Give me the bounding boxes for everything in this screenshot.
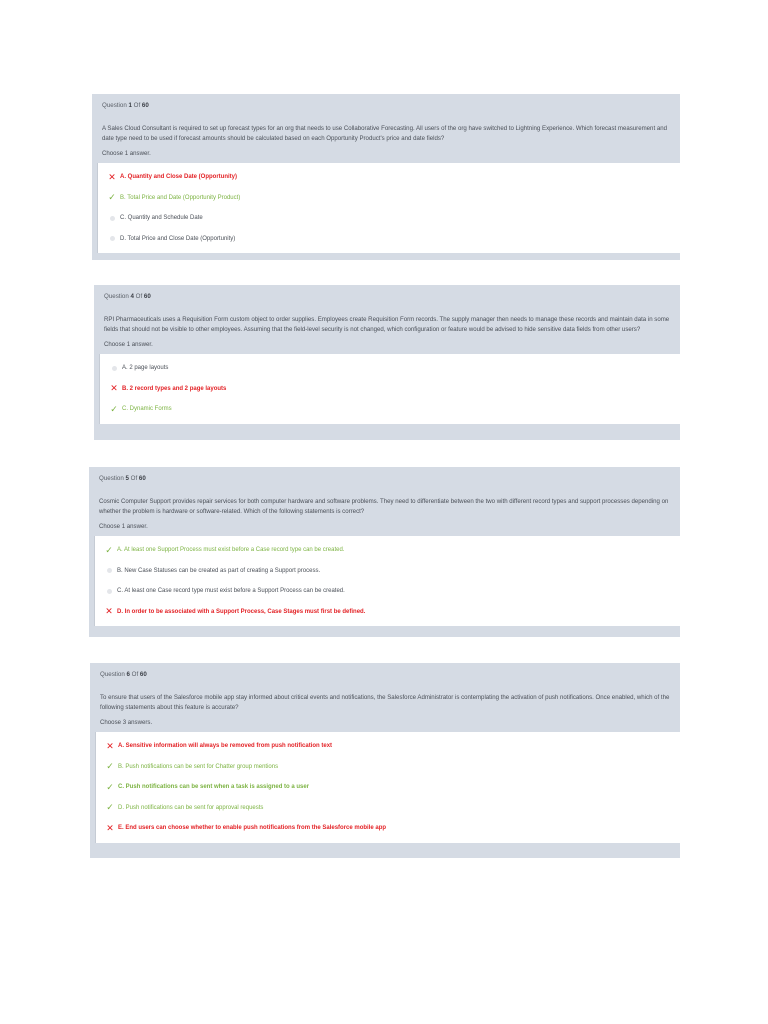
answer-label: B. Total Price and Date (Opportunity Product)	[120, 194, 241, 201]
choose-instruction: Choose 1 answer.	[102, 150, 151, 157]
answer-list	[95, 732, 680, 843]
answer-label: D. Push notifications can be sent for approval requests	[118, 804, 264, 811]
answer-label: B. Push notifications can be sent for Chatter group mentions	[118, 763, 279, 770]
answer-option-a[interactable]	[100, 358, 680, 379]
answer-option-c[interactable]	[100, 399, 680, 420]
cross-icon: ✕	[106, 740, 114, 751]
cross-icon: ✕	[106, 822, 114, 833]
answer-label: A. At least one Support Process must exist before a Case record type can be created.	[117, 547, 345, 554]
answer-option-b[interactable]	[95, 561, 680, 582]
answer-label: B. New Case Statuses can be created as part of creating a Support process.	[117, 567, 321, 574]
answer-label: A. 2 page layouts	[122, 365, 169, 372]
answer-label: C. Dynamic Forms	[122, 406, 172, 413]
check-icon: ✓	[110, 403, 118, 414]
answer-option-a[interactable]	[96, 736, 680, 757]
cross-icon: ✕	[108, 171, 116, 182]
choose-instruction: Choose 3 answers.	[100, 719, 153, 726]
answer-label: C. Push notifications can be sent when a task is assigned to a user	[118, 784, 310, 791]
answer-list	[97, 163, 680, 253]
answer-label: A. Sensitive information will always be removed from push notification text	[118, 743, 333, 750]
answer-option-e[interactable]	[96, 818, 680, 839]
answer-option-c[interactable]	[98, 208, 680, 229]
choose-instruction: Choose 1 answer.	[99, 523, 148, 530]
check-icon: ✓	[106, 802, 114, 813]
question-text: Cosmic Computer Support provides repair services for both computer hardware and software problems. They need to differentiate between the two with different record types and support processes depending on whether the problem is hardware or software-related. Which of the following statements is correct?	[99, 498, 669, 515]
question-text: A Sales Cloud Consultant is required to set up forecast types for an org that needs to use Collaborative Forecasting. All users of the org have switched to Lightning Experience. Which forecast measurement and date type need to be used if forecast amounts should be calculated based on each Opportunity Product's price and date fields?	[102, 125, 667, 142]
answer-option-c[interactable]	[95, 581, 680, 602]
question-number: Question 5 Of 60	[99, 475, 146, 482]
question-card-1	[92, 94, 680, 260]
question-card-4	[94, 285, 680, 440]
answer-option-b[interactable]	[96, 757, 680, 778]
answer-label: C. Quantity and Schedule Date	[120, 215, 203, 222]
answer-label: B. 2 record types and 2 page layouts	[122, 385, 227, 392]
question-number: Question 4 Of 60	[104, 293, 151, 300]
answer-option-d[interactable]	[98, 229, 680, 250]
question-number: Question 1 Of 60	[102, 102, 149, 109]
choose-instruction: Choose 1 answer.	[104, 341, 153, 348]
question-number: Question 6 Of 60	[100, 671, 147, 678]
radio-icon[interactable]	[107, 589, 112, 594]
answer-option-b[interactable]	[100, 379, 680, 400]
radio-icon[interactable]	[110, 216, 115, 221]
answer-list	[94, 536, 680, 626]
answer-option-a[interactable]	[98, 167, 680, 188]
check-icon: ✓	[106, 761, 114, 772]
question-card-6	[90, 663, 680, 858]
answer-label: A. Quantity and Close Date (Opportunity)	[120, 174, 238, 181]
answer-label: D. Total Price and Close Date (Opportunity)	[120, 235, 236, 242]
answer-label: E. End users can choose whether to enable push notifications from the Salesforce mobile app	[118, 825, 387, 832]
cross-icon: ✕	[110, 383, 118, 394]
answer-label: D. In order to be associated with a Support Process, Case Stages must first be defined.	[117, 608, 366, 615]
cross-icon: ✕	[105, 606, 113, 617]
answer-option-d[interactable]	[95, 602, 680, 623]
question-card-5	[89, 467, 680, 637]
check-icon: ✓	[108, 192, 116, 203]
answer-option-c[interactable]	[96, 777, 680, 798]
answer-option-d[interactable]	[96, 798, 680, 819]
answer-list	[99, 354, 680, 424]
check-icon: ✓	[106, 781, 114, 792]
answer-label: C. At least one Case record type must exist before a Support Process can be created.	[117, 588, 345, 595]
answer-option-b[interactable]	[98, 188, 680, 209]
question-text: RPI Pharmaceuticals uses a Requisition Form custom object to order supplies. Employees create Requisition Form records. The supply manager then needs to manage these records and maintain data in some fields that should not be visible to other employees. Assuming that the field-level security is not changed, which configuration or feature would be advised to hide sensitive data fields from other users?	[104, 316, 670, 333]
answer-option-a[interactable]	[95, 540, 680, 561]
radio-icon[interactable]	[110, 236, 115, 241]
check-icon: ✓	[105, 544, 113, 555]
radio-icon[interactable]	[112, 366, 117, 371]
radio-icon[interactable]	[107, 568, 112, 573]
question-text: To ensure that users of the Salesforce mobile app stay informed about critical events and notifications, the Salesforce Administrator is contemplating the activation of push notifications. Once enabled, which of the following statements about this feature is accurate?	[100, 694, 670, 711]
